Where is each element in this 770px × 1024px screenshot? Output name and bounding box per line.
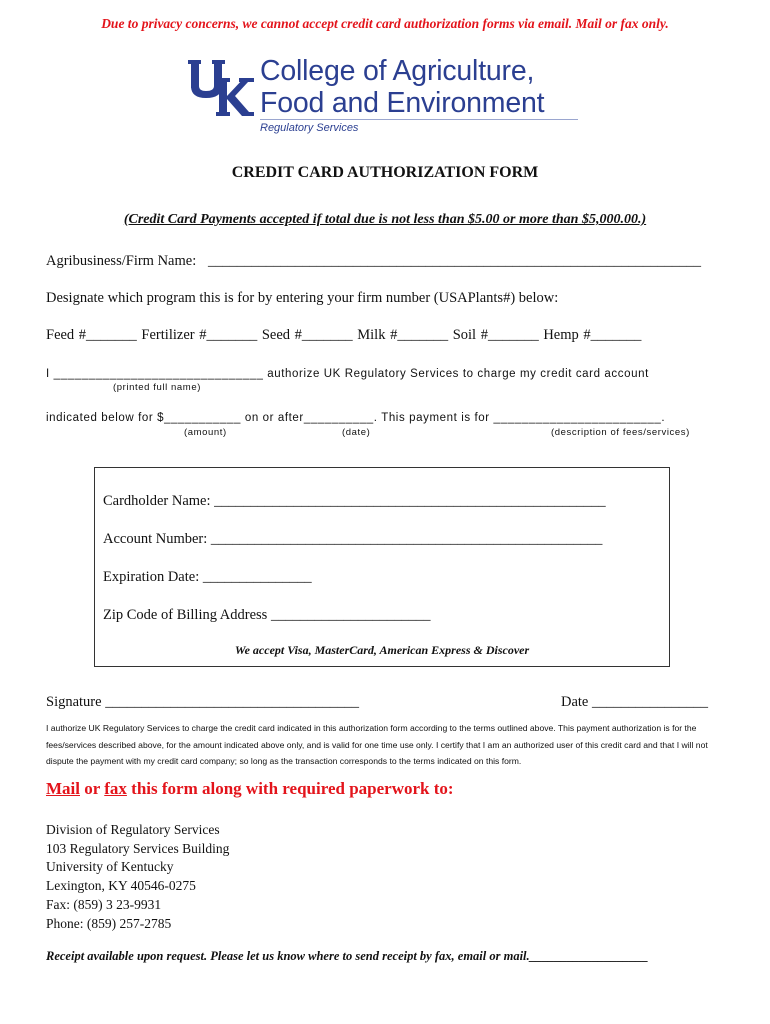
fax-number: Fax: (859) 3 23-9931	[46, 897, 162, 912]
account-number-field[interactable]: Account Number: ______________________________________________________	[103, 531, 603, 547]
signature-date-field[interactable]: Date ________________	[561, 694, 708, 710]
expiration-date-field[interactable]: Expiration Date: _______________	[103, 569, 312, 585]
address-line-2: 103 Regulatory Services Building	[46, 841, 230, 856]
address-line-1: Division of Regulatory Services	[46, 822, 220, 837]
or-word: or	[80, 779, 105, 798]
authorize-line[interactable]: I ______________________________ authorize UK Regulatory Services to charge my credit card account	[46, 368, 649, 380]
program-numbers-row[interactable]: Feed #_______ Fertilizer #_______ Seed #_______ Milk #_______ Soil #_______ Hemp #_______	[46, 327, 642, 343]
mail-heading-rest: this form along with required paperwork to:	[126, 779, 454, 798]
receipt-request[interactable]: Receipt available upon request. Please let us know where to send receipt by fax, email or mail.___________________	[46, 949, 649, 963]
uk-logo-icon	[186, 58, 258, 118]
mail-fax-heading	[46, 779, 454, 799]
amount-caption: (amount)	[184, 427, 227, 438]
logo-divider	[260, 119, 578, 120]
form-title: CREDIT CARD AUTHORIZATION FORM	[231, 164, 539, 181]
payment-limits: (Credit Card Payments accepted if total due is not less than $5.00 or more than $5,000.00.)	[123, 212, 647, 227]
mail-word: Mail	[46, 779, 80, 798]
amount-line[interactable]: indicated below for $___________ on or after__________. This payment is for ________________________.	[46, 412, 666, 424]
logo-subtitle: Regulatory Services	[260, 122, 359, 134]
printed-name-caption: (printed full name)	[113, 382, 201, 393]
description-caption: (description of fees/services)	[551, 427, 690, 438]
accepted-cards: We accept Visa, MasterCard, American Express & Discover	[234, 643, 530, 657]
logo-title-line2: Food and Environment	[260, 87, 545, 119]
firm-name-label: Agribusiness/Firm Name:	[46, 253, 197, 269]
address-line-3: University of Kentucky	[46, 859, 174, 874]
logo-title-line1: College of Agriculture,	[260, 55, 535, 87]
date-caption: (date)	[342, 427, 371, 438]
address-line-4: Lexington, KY 40546-0275	[46, 878, 196, 893]
billing-zip-field[interactable]: Zip Code of Billing Address ______________________	[103, 607, 431, 623]
fax-word: fax	[104, 779, 127, 798]
firm-name-field[interactable]: ____________________________________________________________________	[208, 253, 701, 269]
privacy-notice: Due to privacy concerns, we cannot accept credit card authorization forms via email. Mail or fax only.	[101, 16, 669, 31]
phone-number: Phone: (859) 257-2785	[46, 916, 172, 931]
cardholder-name-field[interactable]: Cardholder Name: ______________________________________________________	[103, 493, 606, 509]
signature-field[interactable]: Signature ___________________________________	[46, 694, 359, 710]
designate-instruction: Designate which program this is for by entering your firm number (USAPlants#) below:	[46, 290, 559, 306]
authorization-terms: I authorize UK Regulatory Services to charge the credit card indicated in this authorization form according to the terms outlined above. This payment authorization is for the fees/services described above, for the amount indicated above only, and is valid for one time use only. I certify that I am an authorized user of this credit card and that I will not dispute the payment with my credit card company; so long as the transaction corresponds to the terms indicated on this form.	[46, 723, 708, 766]
